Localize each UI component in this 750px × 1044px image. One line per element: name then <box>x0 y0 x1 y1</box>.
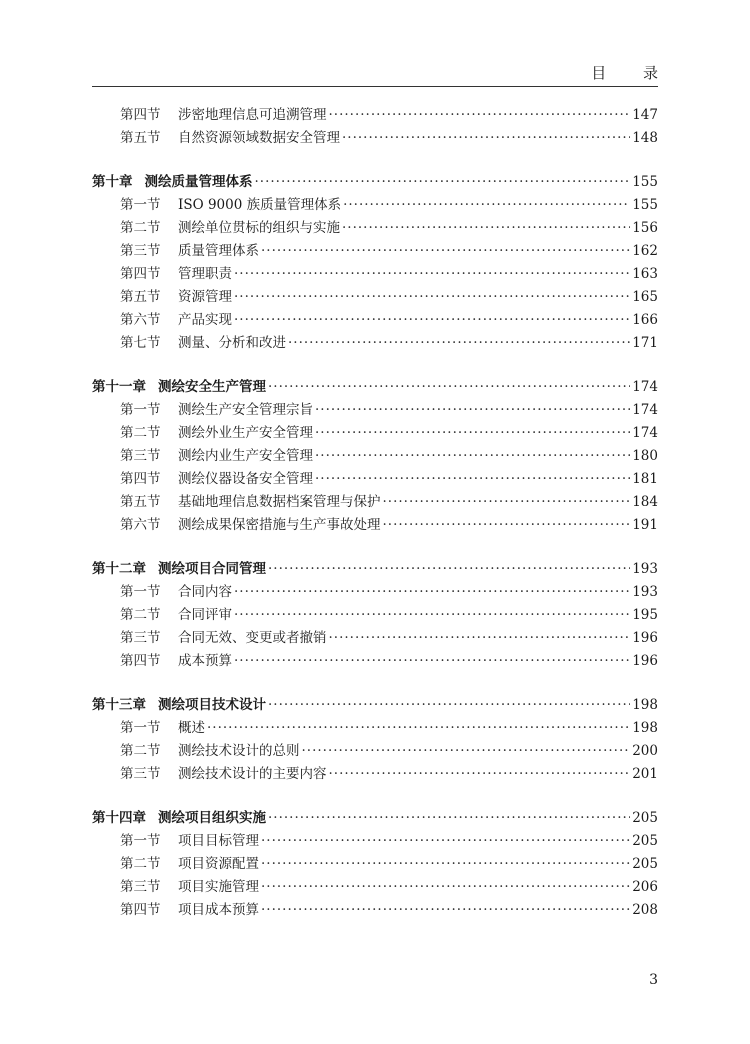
toc-entry-title: 合同无效、变更或者撤销 <box>178 630 327 646</box>
toc-section-row[interactable] <box>92 193 658 216</box>
toc-entry-label: 第四节 <box>120 653 161 669</box>
toc-entry-label: 第三节 <box>120 630 161 646</box>
toc-entry-page: 200 <box>632 743 658 759</box>
toc-entry-label: 第三节 <box>120 448 161 464</box>
toc-entry-page: 205 <box>632 810 658 826</box>
toc-entry-page: 174 <box>632 379 658 395</box>
toc-entry-label: 第五节 <box>120 494 161 510</box>
toc-entry-label: 第五节 <box>120 130 161 146</box>
toc-entry-title: 项目目标管理 <box>178 833 259 849</box>
toc-entry-title: 管理职责 <box>178 266 232 282</box>
toc-chapter-row[interactable] <box>92 806 658 829</box>
toc-entry-label: 第十四章 <box>92 810 146 826</box>
toc-entry-label: 第十章 <box>92 174 133 190</box>
toc-entry-page: 166 <box>632 312 658 328</box>
page-number: 3 <box>649 972 658 988</box>
toc-entry-page: 193 <box>632 584 658 600</box>
toc-entry-label: 第一节 <box>120 720 161 736</box>
dot-leader <box>261 856 630 872</box>
dot-leader <box>329 107 631 123</box>
toc-entry-title: 测绘项目技术设计 <box>158 697 266 713</box>
toc-entry-label: 第二节 <box>120 743 161 759</box>
toc-entry-title: 项目实施管理 <box>178 879 259 895</box>
toc-entry-label: 第三节 <box>120 243 161 259</box>
toc-entry-label: 第三节 <box>120 766 161 782</box>
toc-entry-page: 148 <box>632 130 658 146</box>
toc-section-row[interactable] <box>92 331 658 354</box>
toc-entry-title: 合同评审 <box>178 607 232 623</box>
toc-entry-title: 测绘项目组织实施 <box>158 810 266 826</box>
toc-entry-page: 147 <box>632 107 658 123</box>
toc-section-row[interactable] <box>92 626 658 649</box>
toc-entry-title: 产品实现 <box>178 312 232 328</box>
toc-section-row[interactable] <box>92 444 658 467</box>
toc-entry-page: 196 <box>632 653 658 669</box>
dot-leader <box>234 584 630 600</box>
toc-entry-label: 第五节 <box>120 289 161 305</box>
table-of-contents <box>92 103 658 921</box>
toc-section-row[interactable] <box>92 603 658 626</box>
toc-section-row[interactable] <box>92 762 658 785</box>
toc-entry-page: 198 <box>632 720 658 736</box>
dot-leader <box>268 697 630 713</box>
toc-entry-page: 206 <box>632 879 658 895</box>
toc-entry-label: 第二节 <box>120 220 161 236</box>
dot-leader <box>268 561 630 577</box>
toc-entry-title: 测绘外业生产安全管理 <box>178 425 313 441</box>
toc-entry-title: ISO 9000 族质量管理体系 <box>178 197 342 213</box>
toc-entry-title: 概述 <box>178 720 205 736</box>
toc-section-row[interactable] <box>92 739 658 762</box>
dot-leader <box>268 810 630 826</box>
toc-entry-page: 181 <box>632 471 658 487</box>
toc-entry-page: 155 <box>632 174 658 190</box>
toc-entry-label: 第四节 <box>120 471 161 487</box>
toc-entry-title: 测绘项目合同管理 <box>158 561 266 577</box>
dot-leader <box>383 517 631 533</box>
toc-section-row[interactable] <box>92 875 658 898</box>
toc-entry-page: 180 <box>632 448 658 464</box>
toc-entry-title: 成本预算 <box>178 653 232 669</box>
toc-entry-title: 合同内容 <box>178 584 232 600</box>
toc-entry-label: 第十三章 <box>92 697 146 713</box>
toc-entry-label: 第一节 <box>120 402 161 418</box>
toc-entry-title: 测绘技术设计的主要内容 <box>178 766 327 782</box>
dot-leader <box>329 630 631 646</box>
toc-section-row[interactable] <box>92 829 658 852</box>
toc-entry-title: 涉密地理信息可追溯管理 <box>178 107 327 123</box>
toc-section-row[interactable] <box>92 490 658 513</box>
toc-entry-title: 质量管理体系 <box>178 243 259 259</box>
toc-section-row[interactable] <box>92 580 658 603</box>
toc-section-row[interactable] <box>92 126 658 149</box>
toc-entry-label: 第一节 <box>120 833 161 849</box>
dot-leader <box>261 902 630 918</box>
dot-leader <box>261 243 630 259</box>
dot-leader <box>234 607 630 623</box>
dot-leader <box>261 879 630 895</box>
dot-leader <box>234 653 630 669</box>
toc-section-row[interactable] <box>92 285 658 308</box>
toc-entry-label: 第三节 <box>120 879 161 895</box>
dot-leader <box>234 312 630 328</box>
toc-entry-label: 第六节 <box>120 312 161 328</box>
toc-entry-title: 测绘质量管理体系 <box>144 174 253 190</box>
dot-leader <box>288 335 630 351</box>
toc-entry-title: 项目成本预算 <box>178 902 259 918</box>
toc-entry-title: 测绘成果保密措施与生产事故处理 <box>178 517 381 533</box>
dot-leader <box>315 471 630 487</box>
toc-entry-page: 191 <box>632 517 658 533</box>
toc-entry-page: 205 <box>632 856 658 872</box>
toc-entry-title: 测量、分析和改进 <box>178 335 286 351</box>
toc-entry-label: 第一节 <box>120 197 161 213</box>
toc-section-row[interactable] <box>92 898 658 921</box>
toc-entry-label: 第四节 <box>120 902 161 918</box>
toc-section-row[interactable] <box>92 239 658 262</box>
toc-section-row[interactable] <box>92 649 658 672</box>
dot-leader <box>383 494 631 510</box>
toc-entry-page: 156 <box>632 220 658 236</box>
toc-section-row[interactable] <box>92 398 658 421</box>
toc-entry-page: 193 <box>632 561 658 577</box>
dot-leader <box>234 289 630 305</box>
dot-leader <box>255 174 631 190</box>
toc-entry-title: 测绘生产安全管理宗旨 <box>178 402 313 418</box>
toc-entry-page: 184 <box>632 494 658 510</box>
toc-entry-label: 第七节 <box>120 335 161 351</box>
toc-chapter-row[interactable] <box>92 557 658 580</box>
toc-entry-label: 第二节 <box>120 607 161 623</box>
toc-section-row[interactable] <box>92 467 658 490</box>
dot-leader <box>234 266 630 282</box>
toc-entry-label: 第十一章 <box>92 379 146 395</box>
dot-leader <box>315 425 630 441</box>
toc-entry-page: 163 <box>632 266 658 282</box>
toc-entry-page: 201 <box>632 766 658 782</box>
toc-section-row[interactable] <box>92 216 658 239</box>
toc-entry-page: 171 <box>632 335 658 351</box>
toc-section-row[interactable] <box>92 262 658 285</box>
dot-leader <box>315 448 630 464</box>
toc-entry-title: 测绘单位贯标的组织与实施 <box>178 220 340 236</box>
toc-entry-label: 第十二章 <box>92 561 146 577</box>
toc-section-row[interactable] <box>92 513 658 536</box>
toc-chapter-row[interactable] <box>92 693 658 716</box>
dot-leader <box>315 402 630 418</box>
toc-entry-page: 165 <box>632 289 658 305</box>
toc-section-row[interactable] <box>92 421 658 444</box>
dot-leader <box>268 379 630 395</box>
dot-leader <box>302 743 631 759</box>
toc-entry-label: 第二节 <box>120 856 161 872</box>
toc-chapter-row[interactable] <box>92 170 658 193</box>
dot-leader <box>207 720 630 736</box>
toc-entry-label: 第四节 <box>120 107 161 123</box>
toc-entry-page: 162 <box>632 243 658 259</box>
toc-entry-title: 项目资源配置 <box>178 856 259 872</box>
toc-section-row[interactable] <box>92 852 658 875</box>
toc-section-row[interactable] <box>92 716 658 739</box>
toc-entry-page: 195 <box>632 607 658 623</box>
toc-entry-title: 测绘技术设计的总则 <box>178 743 300 759</box>
toc-entry-title: 基础地理信息数据档案管理与保护 <box>178 494 381 510</box>
toc-chapter-row[interactable] <box>92 375 658 398</box>
toc-section-row[interactable] <box>92 308 658 331</box>
toc-entry-label: 第二节 <box>120 425 161 441</box>
dot-leader <box>343 197 630 213</box>
dot-leader <box>261 833 630 849</box>
toc-section-row[interactable] <box>92 103 658 126</box>
toc-entry-label: 第一节 <box>120 584 161 600</box>
header-title: 目 录 <box>591 64 674 82</box>
toc-entry-title: 测绘内业生产安全管理 <box>178 448 313 464</box>
toc-entry-page: 208 <box>632 902 658 918</box>
toc-entry-page: 205 <box>632 833 658 849</box>
toc-entry-title: 自然资源领域数据安全管理 <box>178 130 340 146</box>
toc-entry-page: 174 <box>632 402 658 418</box>
toc-entry-page: 196 <box>632 630 658 646</box>
toc-entry-page: 174 <box>632 425 658 441</box>
dot-leader <box>329 766 631 782</box>
toc-entry-page: 198 <box>632 697 658 713</box>
toc-entry-page: 155 <box>632 197 658 213</box>
dot-leader <box>342 220 630 236</box>
toc-entry-label: 第六节 <box>120 517 161 533</box>
toc-entry-label: 第四节 <box>120 266 161 282</box>
toc-entry-title: 测绘安全生产管理 <box>158 379 266 395</box>
toc-entry-title: 测绘仪器设备安全管理 <box>178 471 313 487</box>
toc-entry-title: 资源管理 <box>178 289 232 305</box>
header-divider <box>92 86 658 87</box>
dot-leader <box>342 130 630 146</box>
